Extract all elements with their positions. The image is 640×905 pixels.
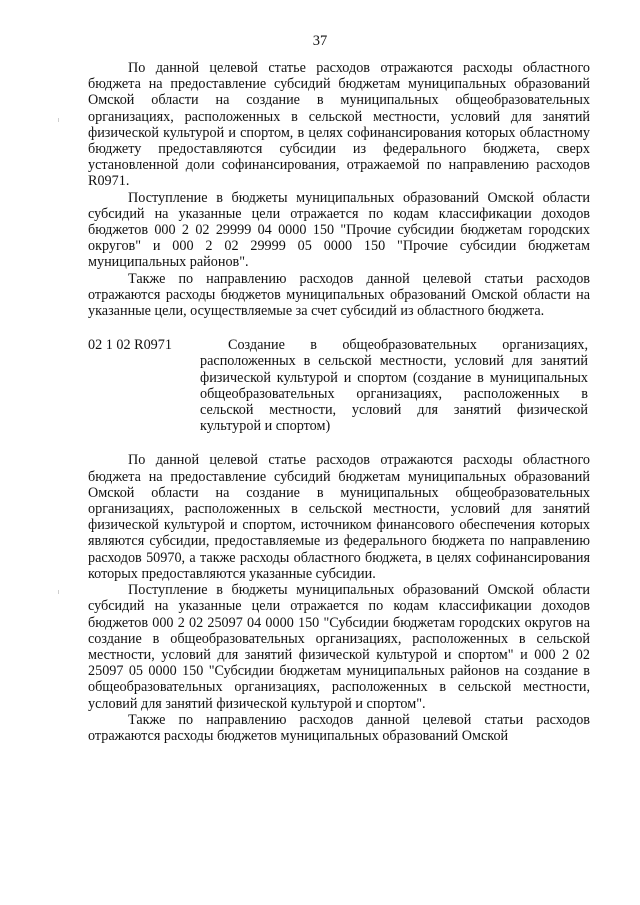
intro-paragraph-2: Поступление в бюджеты муниципальных образований Омской области субсидий на указанные цели отражается по кодам классификации доходов бюджетов 000 2 02 29999 04 0000 150 "Прочие субсидии бюджетам городских округов" и 000 2 02 29999 05 0000 150 "Прочие субсидии бюджетам муниципальных районов". xyxy=(88,189,590,271)
binding-mark-top xyxy=(58,118,59,122)
intro-paragraph-3: Также по направлению расходов данной целевой статьи расходов отражаются расходы бюджетов муниципальных образований Омской области на указанные цели, осуществляемые за счет субсидий из областного бюджета. xyxy=(88,270,590,320)
detail-paragraph-1: По данной целевой статье расходов отражаются расходы областного бюджета на предоставление субсидий бюджетам муниципальных образований Омской области на создание в муниципальных общеобразовательных организациях, расположенных в сельской местности, условий для занятий физической культурой и спортом, источником финансового обеспечения которых являются субсидии, предоставляемые из федерального бюджета по направлению расходов 50970, а также расходы областного бюджета, в целях софинансирования которых предоставляются указанные субсидии. xyxy=(88,452,590,582)
detail-paragraph-3: Также по направлению расходов данной целевой статьи расходов отражаются расходы бюджетов муниципальных образований Омской xyxy=(88,711,590,744)
intro-paragraph-1: По данной целевой статье расходов отражаются расходы областного бюджета на предоставление субсидий бюджетам муниципальных образований Омской области на создание в муниципальных общеобразовательных организациях, расположенных в сельской местности, условий для занятий физической культурой и спортом, в целях софинансирования которых областному бюджету предоставляются субсидии из федерального бюджета, сверх установленной доли софинансирования, отражаемой по направлению расходов R0971. xyxy=(88,60,590,190)
budget-item-code: 02 1 02 R0971 xyxy=(88,337,172,354)
budget-item-row xyxy=(88,337,590,434)
detail-paragraph-2: Поступление в бюджеты муниципальных образований Омской области субсидий на указанные цели отражается по кодам классификации доходов бюджетов 000 2 02 25097 04 0000 150 "Субсидии бюджетам городских округов на создание в общеобразовательных организациях, расположенных в сельской местности, условий для занятий физической культурой и спортом" и 000 2 02 25097 05 0000 150 "Субсидии бюджетам муниципальных районов на создание в общеобразовательных организациях, расположенных в сельской местности, условий для занятий физической культурой и спортом". xyxy=(88,582,590,712)
page-number: 37 xyxy=(312,33,328,49)
budget-item-title: Создание в общеобразовательных организациях, расположенных в сельской местности, условий для занятий физической культурой и спортом (создание в муниципальных общеобразовательных организациях, расположенных в сельской местности, условий для занятий физической культурой и спортом) xyxy=(200,337,588,435)
document-body xyxy=(88,60,590,744)
binding-mark-bottom xyxy=(58,590,59,594)
